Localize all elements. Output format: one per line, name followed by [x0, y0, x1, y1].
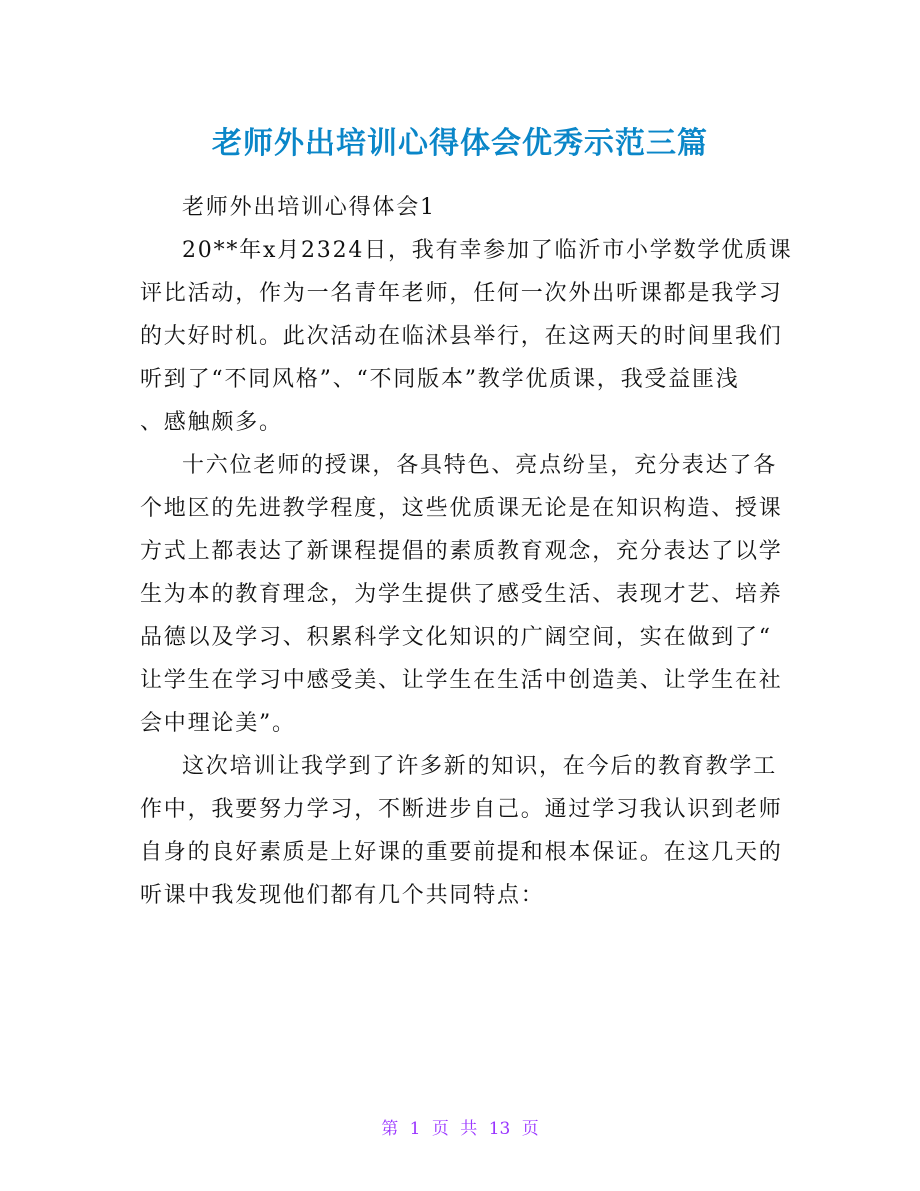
text-line: 评比活动，作为一名青年老师，任何一次外出听课都是我学习 — [140, 281, 783, 306]
text-line: 方式上都表达了新课程提倡的素质教育观念，充分表达了以学 — [140, 539, 783, 564]
document-title: 老师外出培训心得体会优秀示范三篇 — [212, 126, 708, 161]
text-line: 听课中我发现他们都有几个共同特点： — [140, 883, 545, 908]
text-line: 老师外出培训心得体会1 — [182, 195, 436, 220]
paragraph — [140, 229, 800, 444]
document-body — [140, 186, 800, 917]
text-line: 品德以及学习、积累科学文化知识的广阔空间，实在做到了“ — [140, 625, 772, 650]
paragraph — [140, 444, 800, 745]
text-line: 十六位老师的授课，各具特色、亮点纷呈，充分表达了各 — [182, 453, 778, 478]
text-line: 自身的良好素质是上好课的重要前提和根本保证。在这几天的 — [140, 840, 783, 865]
text-line: 听到了“不同风格”、“不同版本”教学优质课，我受益匪浅 — [140, 367, 740, 392]
text-line: 生为本的教育理念，为学生提供了感受生活、表现才艺、培养 — [140, 582, 783, 607]
page-footer: 第 1 页 共 13 页 — [381, 1119, 539, 1139]
text-line: 作中，我要努力学习，不断进步自己。通过学习我认识到老师 — [140, 797, 783, 822]
section-heading — [140, 186, 800, 229]
text-line: 让学生在学习中感受美、让学生在生活中创造美、让学生在社 — [140, 668, 783, 693]
text-line: 这次培训让我学到了许多新的知识，在今后的教育教学工 — [182, 754, 778, 779]
text-line: 、感触颇多。 — [140, 410, 283, 435]
text-line: 的大好时机。此次活动在临沭县举行，在这两天的时间里我们 — [140, 324, 783, 349]
paragraph — [140, 745, 800, 917]
text-line: 20**年x月2324日，我有幸参加了临沂市小学数学优质课 — [182, 238, 793, 263]
text-line: 会中理论美”。 — [140, 711, 296, 736]
text-line: 个地区的先进教学程度，这些优质课无论是在知识构造、授课 — [140, 496, 783, 521]
